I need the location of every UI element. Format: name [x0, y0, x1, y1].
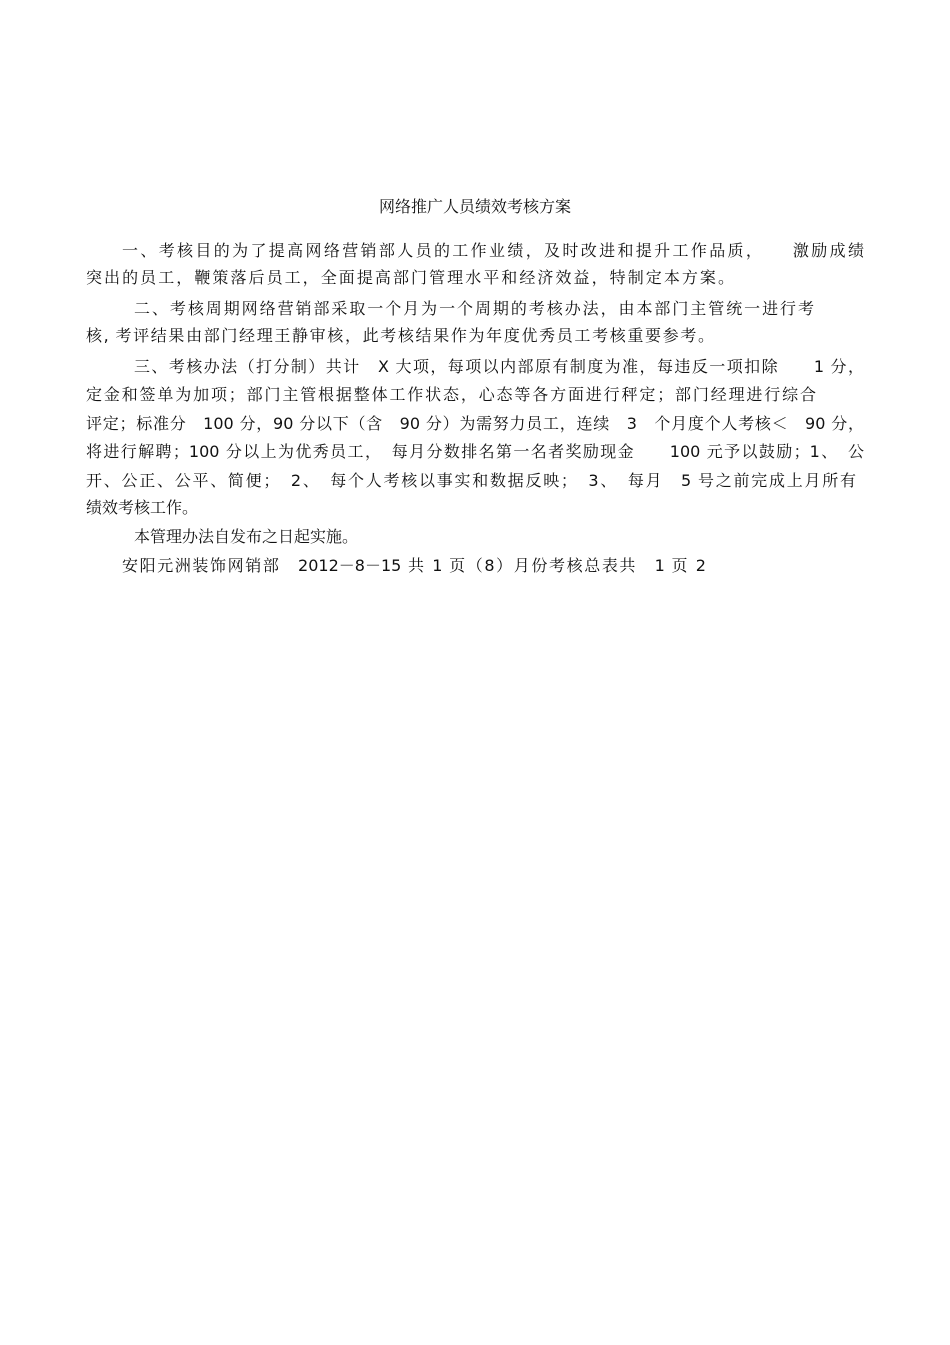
- section-3-line-5: 开、公正、公平、简便； 2、 每个人考核以事实和数据反映； 3、 每月 5 号之前完成上月所有: [86, 471, 856, 490]
- section-3-line-6: 绩效考核工作。: [86, 498, 199, 517]
- signature-line: 安阳元洲装饰网销部 2012－8－15 共 1 页（8）月份考核总表共 1 页 2: [122, 556, 706, 575]
- section-2-line-1: 二、考核周期网络营销部采取一个月为一个周期的考核办法，由本部门主管统一进行考: [134, 299, 814, 318]
- document-title: 网络推广人员绩效考核方案: [378, 197, 571, 216]
- effective-clause: 本管理办法自发布之日起实施。: [134, 527, 359, 546]
- section-1-line-2: 突出的员工，鞭策落后员工，全面提高部门管理水平和经济效益，特制定本方案。: [86, 268, 734, 287]
- section-3-line-3: 评定；标准分 100 分，90 分以下（含 90 分）为需努力员工，连续 3 个月度个人考核＜ 90 分，: [86, 414, 864, 433]
- section-1-line-1: 一、考核目的为了提高网络营销部人员的工作业绩，及时改进和提升工作品质， 激励成绩: [122, 241, 864, 260]
- section-2-line-2: 核, 考评结果由部门经理王静审核，此考核结果作为年度优秀员工考核重要参考。: [86, 326, 714, 345]
- section-3-line-1: 三、考核办法（打分制）共计 X 大项，每项以内部原有制度为准，每违反一项扣除 1 分，: [134, 357, 864, 376]
- section-3-line-4: 将进行解聘；100 分以上为优秀员工， 每月分数排名第一名者奖励现金 100 元予以鼓励；1、 公: [86, 442, 864, 461]
- section-3-line-2: 定金和签单为加项；部门主管根据整体工作状态，心态等各方面进行秤定；部门经理进行综合: [86, 385, 816, 404]
